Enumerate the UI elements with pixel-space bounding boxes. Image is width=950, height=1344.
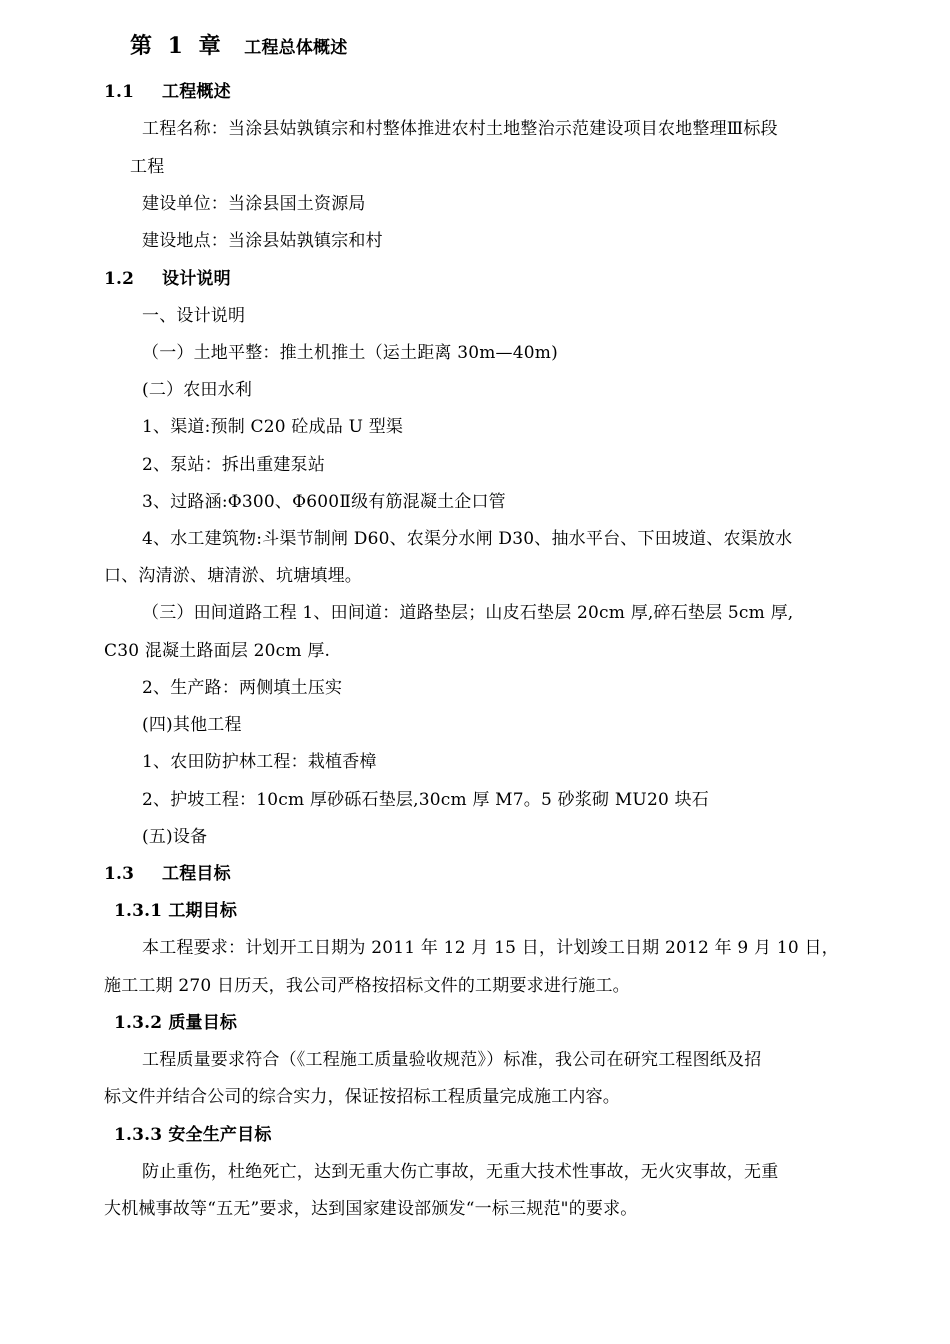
design-line: 口、沟清淤、塘清淤、坑塘填埋。 xyxy=(104,566,362,586)
subsection-title: 安全生产目标 xyxy=(168,1125,272,1145)
section-heading-1-3 xyxy=(104,862,231,886)
schedule-text-line2: 施工工期 270 日历天，我公司严格按招标文件的工期要求进行施工。 xyxy=(104,976,630,996)
construction-unit: 建设单位：当涂县国土资源局 xyxy=(142,194,366,214)
design-line: 1、农田防护林工程：栽植香樟 xyxy=(142,752,377,772)
schedule-text-line1: 本工程要求：计划开工日期为 2011 年 12 月 15 日，计划竣工日期 2012 年 9 月 10 日， xyxy=(142,938,839,958)
safety-text-line1: 防止重伤，杜绝死亡，达到无重大伤亡事故，无重大技术性事故，无火灾事故，无重 xyxy=(142,1162,779,1182)
subsection-title: 质量目标 xyxy=(168,1013,238,1033)
construction-location: 建设地点：当涂县姑孰镇宗和村 xyxy=(142,231,383,251)
section-heading-1-1 xyxy=(104,80,231,104)
section-title: 设计说明 xyxy=(162,269,231,289)
subsection-number: 1.3.1 xyxy=(114,901,163,921)
section-number: 1.3 xyxy=(104,864,135,884)
section-number: 1.2 xyxy=(104,269,135,289)
subsection-heading-1-3-3 xyxy=(114,1123,272,1147)
chapter-heading xyxy=(130,34,347,60)
design-line: 2、护坡工程：10cm 厚砂砾石垫层,30cm 厚 M7。5 砂浆砌 MU20 块石 xyxy=(142,790,709,810)
chapter-number: 第 1 章 xyxy=(130,33,225,59)
section-title: 工程概述 xyxy=(162,82,231,102)
quality-text-line1: 工程质量要求符合（《工程施工质量验收规范》）标准，我公司在研究工程图纸及招 xyxy=(142,1050,762,1070)
section-number: 1.1 xyxy=(104,82,135,102)
design-line: 3、过路涵:Φ300、Φ600Ⅱ级有筋混凝土企口管 xyxy=(142,492,506,512)
design-line: (五)设备 xyxy=(142,827,208,847)
section-title: 工程目标 xyxy=(162,864,231,884)
subsection-heading-1-3-2 xyxy=(114,1011,237,1035)
subsection-title: 工期目标 xyxy=(168,901,238,921)
section-heading-1-2 xyxy=(104,267,231,291)
quality-text-line2: 标文件并结合公司的综合实力，保证按招标工程质量完成施工内容。 xyxy=(104,1087,620,1107)
design-line: (二）农田水利 xyxy=(142,380,253,400)
design-line: 1、渠道:预制 C20 砼成品 U 型渠 xyxy=(142,417,404,437)
design-line: C30 混凝土路面层 20cm 厚. xyxy=(104,641,331,661)
subsection-number: 1.3.3 xyxy=(114,1125,163,1145)
safety-text-line2: 大机械事故等“五无”要求，达到国家建设部颁发“一标三规范"的要求。 xyxy=(104,1199,638,1219)
design-line: 2、生产路：两侧填土压实 xyxy=(142,678,343,698)
subsection-number: 1.3.2 xyxy=(114,1013,163,1033)
design-line: （一）土地平整：推土机推土（运土距离 30m—40m) xyxy=(142,343,558,363)
design-line: 2、泵站：拆出重建泵站 xyxy=(142,455,326,475)
chapter-title: 工程总体概述 xyxy=(244,38,348,58)
design-line: 4、水工建筑物:斗渠节制闸 D60、农渠分水闸 D30、抽水平台、下田坡道、农渠放水 xyxy=(142,529,793,549)
project-name-line2: 工程 xyxy=(130,157,165,177)
design-line: (四)其他工程 xyxy=(142,715,242,735)
design-line: （三）田间道路工程 1、田间道：道路垫层；山皮石垫层 20cm 厚,碎石垫层 5cm 厚, xyxy=(142,603,794,623)
design-line: 一、设计说明 xyxy=(142,306,246,326)
subsection-heading-1-3-1 xyxy=(114,899,237,923)
project-name-line1: 工程名称：当涂县姑孰镇宗和村整体推进农村土地整治示范建设项目农地整理Ⅲ标段 xyxy=(142,119,778,139)
